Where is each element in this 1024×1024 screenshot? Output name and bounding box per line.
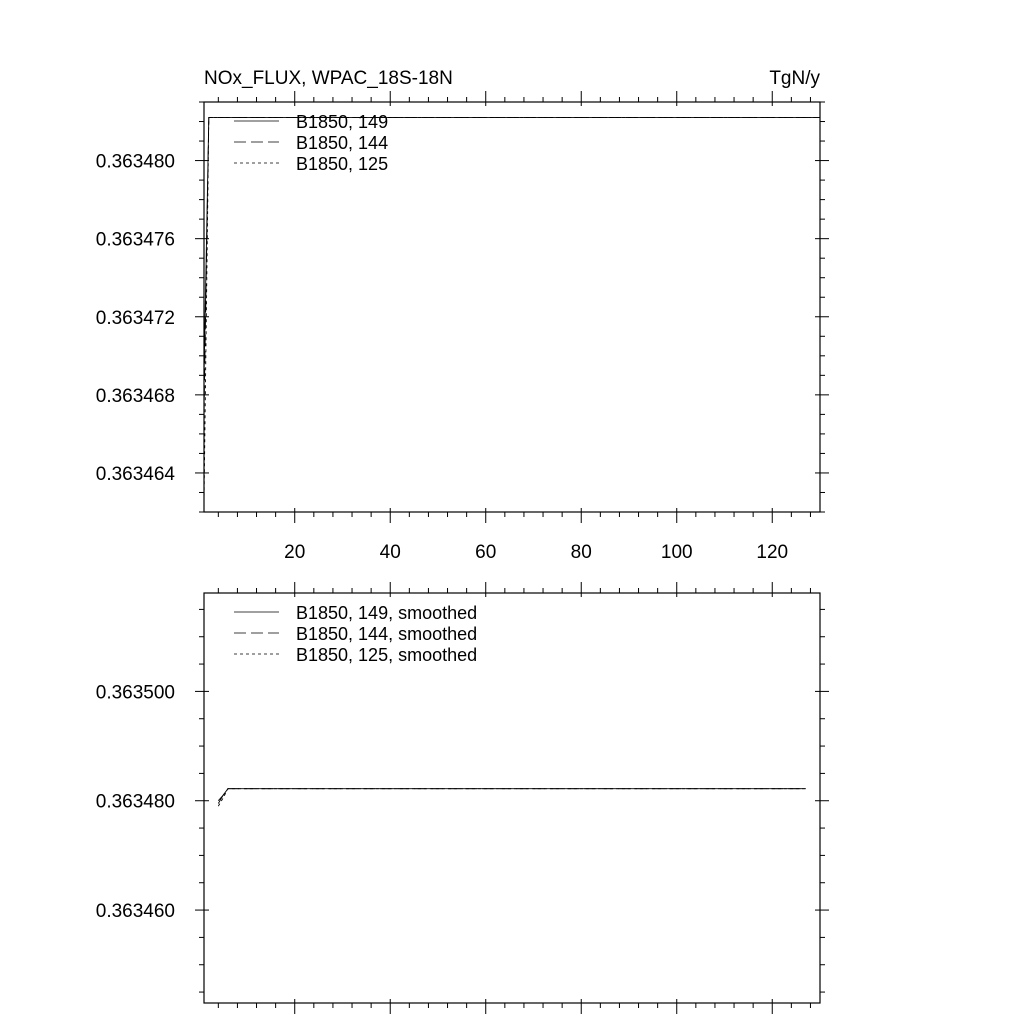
x-tick-label: 40 bbox=[379, 542, 401, 563]
x-tick-label: 120 bbox=[756, 542, 789, 563]
legend-label: B1850, 144 bbox=[296, 133, 389, 153]
y-tick-label: 0.363460 bbox=[95, 901, 175, 923]
y-tick-label: 0.363464 bbox=[95, 463, 175, 485]
series-line-1 bbox=[218, 789, 805, 801]
y-tick-label: 0.363472 bbox=[95, 307, 175, 329]
series-line-3 bbox=[204, 118, 820, 503]
units-label: TgN/y bbox=[769, 68, 820, 89]
legend-label: B1850, 125, smoothed bbox=[296, 645, 478, 665]
x-tick-label: 20 bbox=[284, 542, 306, 563]
series-line-3 bbox=[218, 789, 805, 807]
legend-label: B1850, 149 bbox=[296, 112, 389, 132]
x-tick-label: 60 bbox=[475, 542, 497, 563]
x-tick-label: 80 bbox=[570, 542, 592, 563]
legend-label: B1850, 149, smoothed bbox=[296, 603, 478, 623]
top-panel bbox=[96, 68, 829, 563]
legend-label: B1850, 125 bbox=[296, 154, 389, 174]
y-tick-label: 0.363480 bbox=[95, 151, 175, 173]
y-tick-label: 0.363480 bbox=[95, 791, 175, 813]
series-line-2 bbox=[218, 789, 805, 804]
y-tick-label: 0.363468 bbox=[95, 385, 175, 407]
x-tick-label: 100 bbox=[660, 542, 693, 563]
legend-label: B1850, 144, smoothed bbox=[296, 624, 478, 644]
chart-title: NOx_FLUX, WPAC_18S-18N bbox=[204, 68, 453, 89]
y-tick-label: 0.363500 bbox=[95, 682, 175, 704]
bottom-panel bbox=[96, 582, 829, 1014]
y-tick-label: 0.363476 bbox=[95, 229, 175, 251]
